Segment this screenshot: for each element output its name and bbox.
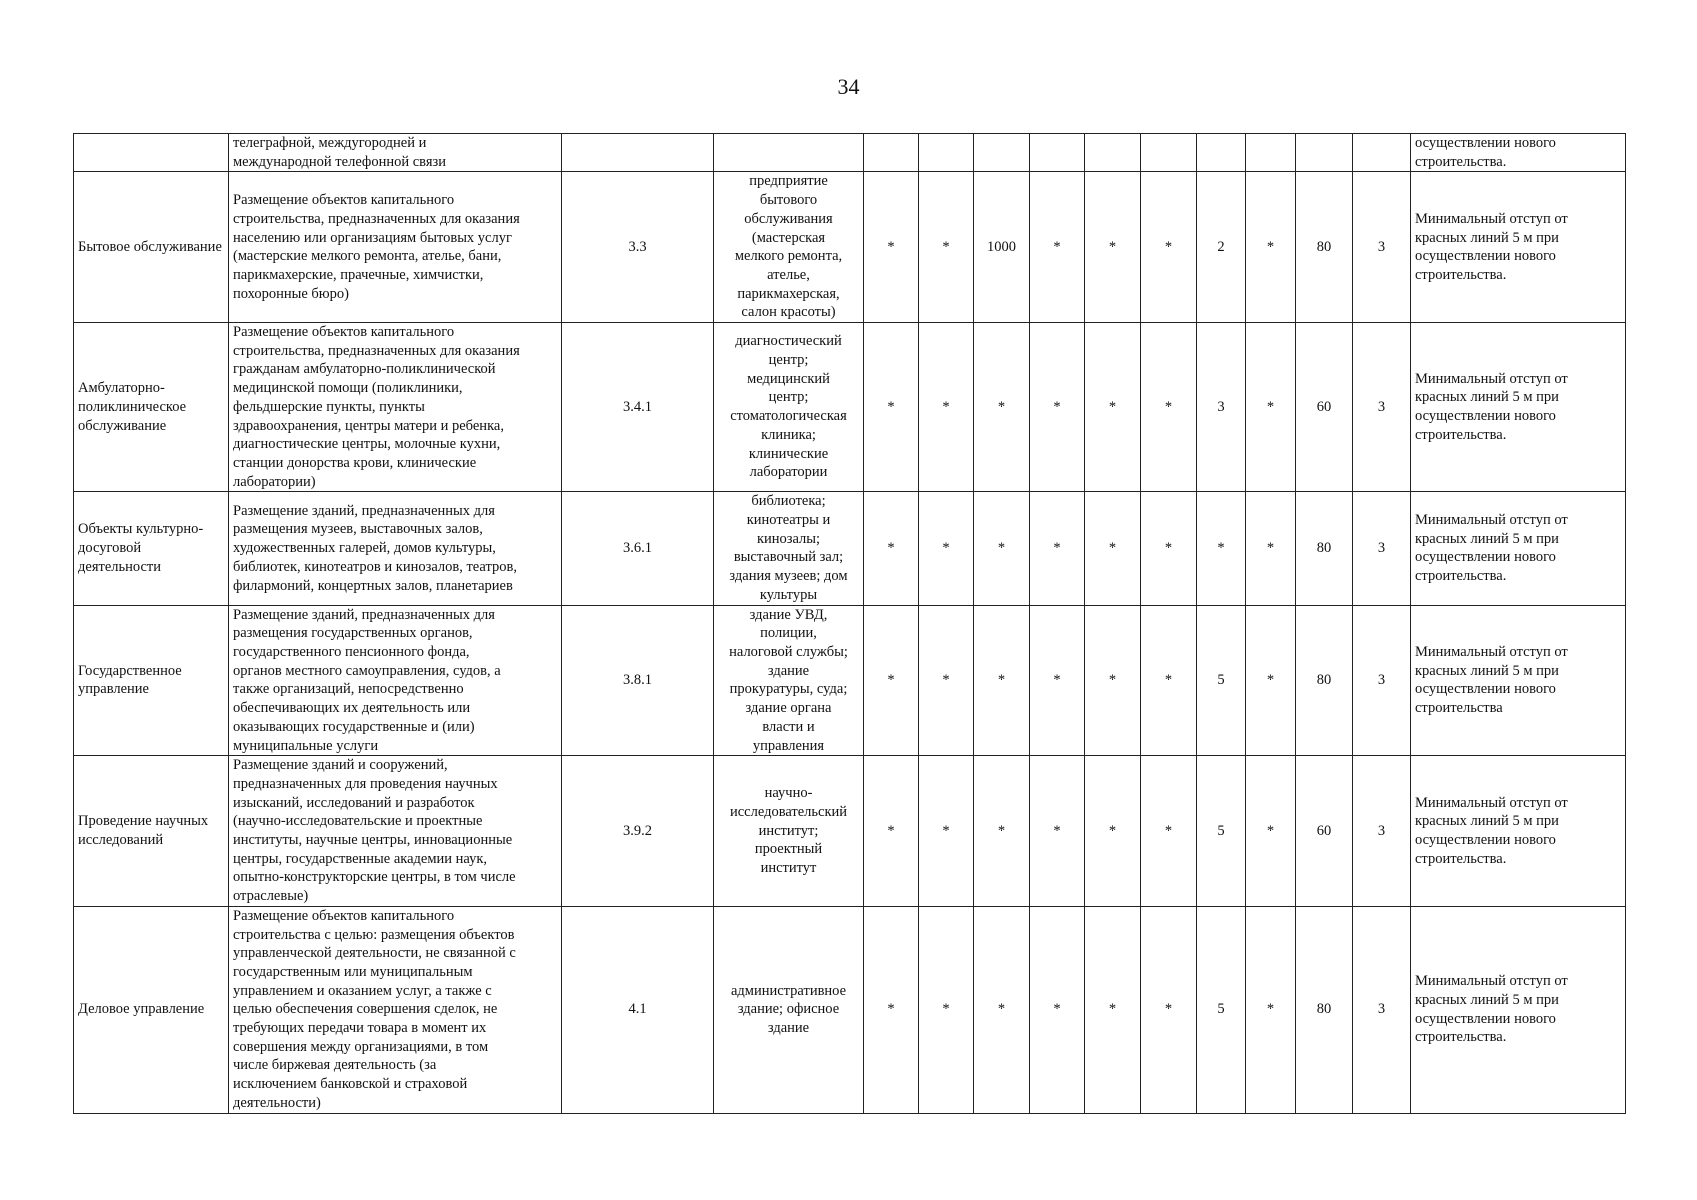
text-line: обеспечивающих их деятельность или bbox=[233, 700, 471, 717]
text-line: Размещение зданий, предназначенных для bbox=[233, 606, 495, 623]
parameter-cell bbox=[1085, 134, 1141, 172]
parameter-cell: * bbox=[1141, 906, 1197, 1113]
text-line: Размещение зданий, предназначенных для bbox=[233, 502, 495, 519]
parameter-cell: 80 bbox=[1296, 172, 1353, 323]
use-code-cell: 3.8.1 bbox=[562, 605, 714, 756]
parameter-cell: * bbox=[1030, 492, 1085, 605]
text-line: осуществлении нового bbox=[1415, 832, 1556, 849]
parameter-cell: * bbox=[864, 323, 919, 492]
text-line: Минимальный отступ от bbox=[1415, 512, 1568, 529]
use-description-cell bbox=[229, 134, 562, 172]
text-line: предназначенных для проведения научных bbox=[233, 775, 498, 792]
parameter-cell: 80 bbox=[1296, 605, 1353, 756]
table-row bbox=[74, 134, 1626, 172]
parameter-cell: * bbox=[974, 323, 1030, 492]
text-line: парикмахерские, прачечные, химчистки, bbox=[233, 266, 484, 283]
page-number: 34 bbox=[837, 74, 860, 99]
text-line: целью обеспечения совершения сделок, не bbox=[233, 1001, 498, 1018]
table-row bbox=[74, 323, 1626, 492]
parameter-cell: * bbox=[919, 906, 974, 1113]
parameter-cell: * bbox=[1246, 756, 1296, 907]
note-cell bbox=[1411, 492, 1626, 605]
text-line: красных линий 5 м при bbox=[1415, 813, 1559, 830]
objects-cell bbox=[714, 492, 864, 605]
text-line: строительства с целью: размещения объектов bbox=[233, 926, 515, 943]
land-use-table bbox=[73, 133, 1626, 1114]
text-line: государственным или муниципальным bbox=[233, 963, 473, 980]
parameter-cell: * bbox=[1085, 756, 1141, 907]
text-line: художественных галерей, домов культуры, bbox=[233, 540, 496, 557]
parameter-cell: * bbox=[864, 906, 919, 1113]
text-line: здание органа bbox=[745, 700, 832, 717]
text-line: здания музеев; дом bbox=[729, 568, 848, 585]
parameter-cell: * bbox=[919, 605, 974, 756]
note-cell bbox=[1411, 323, 1626, 492]
text-line: парикмахерская, bbox=[737, 285, 840, 302]
text-line: красных линий 5 м при bbox=[1415, 229, 1559, 246]
text-line: (мастерская bbox=[751, 229, 826, 246]
parameter-cell: * bbox=[1197, 492, 1246, 605]
use-description-cell bbox=[229, 323, 562, 492]
parameter-cell bbox=[1353, 134, 1411, 172]
note-cell bbox=[1411, 172, 1626, 323]
text-line: телеграфной, междугородней и bbox=[233, 135, 427, 151]
text-line: лаборатории bbox=[749, 464, 828, 481]
text-line: станции донорства крови, клинические bbox=[233, 454, 477, 471]
text-line: институт bbox=[760, 860, 817, 877]
text-line: строительства bbox=[1415, 700, 1503, 717]
note-cell bbox=[1411, 605, 1626, 756]
use-code-cell: 3.3 bbox=[562, 172, 714, 323]
parameter-cell: * bbox=[1141, 605, 1197, 756]
objects-cell bbox=[714, 906, 864, 1113]
text-line: медицинской помощи (поликлиники, bbox=[233, 380, 463, 397]
parameter-cell: 3 bbox=[1353, 756, 1411, 907]
text-line: требующих передачи товара в момент их bbox=[233, 1020, 487, 1037]
text-line: здание УВД, bbox=[749, 606, 828, 623]
use-name-cell: Бытовое обслуживание bbox=[74, 172, 229, 323]
parameter-cell: * bbox=[1246, 492, 1296, 605]
parameter-cell bbox=[1030, 134, 1085, 172]
text-line: изысканий, исследований и разработок bbox=[233, 794, 475, 811]
text-line: центр; bbox=[768, 352, 809, 369]
text-line: муниципальные услуги bbox=[233, 737, 379, 754]
parameter-cell: * bbox=[1141, 323, 1197, 492]
parameter-cell: * bbox=[1085, 906, 1141, 1113]
parameter-cell: * bbox=[974, 906, 1030, 1113]
use-description-cell bbox=[229, 906, 562, 1113]
text-line: клинические bbox=[748, 445, 829, 462]
table-row bbox=[74, 172, 1626, 323]
text-line: строительства. bbox=[1415, 1029, 1507, 1046]
text-line: управления bbox=[752, 737, 825, 754]
text-line: размещения музеев, выставочных залов, bbox=[233, 521, 483, 538]
parameter-cell: 3 bbox=[1353, 605, 1411, 756]
text-line: населению или организациям бытовых услуг bbox=[233, 229, 512, 246]
text-line: красных линий 5 м при bbox=[1415, 530, 1559, 547]
use-name-cell: Государственное управление bbox=[74, 605, 229, 756]
text-line: Размещение объектов капитального bbox=[233, 907, 455, 924]
objects-cell bbox=[714, 756, 864, 907]
text-line: международной телефонной связи bbox=[233, 153, 446, 170]
parameter-cell: 2 bbox=[1197, 172, 1246, 323]
parameter-cell: * bbox=[1085, 605, 1141, 756]
text-line: совершения между организациями, в том bbox=[233, 1038, 489, 1055]
text-line: проектный bbox=[754, 841, 823, 858]
parameter-cell: * bbox=[919, 756, 974, 907]
text-line: бытового bbox=[759, 192, 818, 209]
parameter-cell: * bbox=[974, 605, 1030, 756]
table-row bbox=[74, 906, 1626, 1113]
use-name-cell: Проведение научных исследований bbox=[74, 756, 229, 907]
text-line: лаборатории) bbox=[233, 473, 316, 490]
use-description-cell bbox=[229, 172, 562, 323]
text-line: фельдшерские пункты, пункты bbox=[233, 398, 425, 415]
use-description-cell bbox=[229, 756, 562, 907]
text-line: Минимальный отступ от bbox=[1415, 643, 1568, 660]
parameter-cell: * bbox=[864, 756, 919, 907]
parameter-cell: 1000 bbox=[974, 172, 1030, 323]
parameter-cell: * bbox=[919, 172, 974, 323]
parameter-cell: * bbox=[974, 756, 1030, 907]
parameter-cell: * bbox=[919, 323, 974, 492]
note-cell bbox=[1411, 134, 1626, 172]
parameter-cell: * bbox=[864, 605, 919, 756]
text-line: опытно-конструкторские центры, в том числе bbox=[233, 869, 516, 886]
text-line: полиции, bbox=[760, 625, 817, 642]
text-line: Размещение объектов капитального bbox=[233, 324, 455, 341]
text-line: осуществлении нового bbox=[1415, 681, 1556, 698]
use-description-cell bbox=[229, 492, 562, 605]
parameter-cell: 5 bbox=[1197, 906, 1246, 1113]
parameter-cell bbox=[1141, 134, 1197, 172]
text-line: Минимальный отступ от bbox=[1415, 973, 1568, 990]
objects-cell bbox=[714, 605, 864, 756]
text-line: институты, научные центры, инновационные bbox=[233, 832, 513, 849]
text-line: обслуживания bbox=[744, 210, 833, 227]
text-line: здание; офисное bbox=[737, 1001, 840, 1018]
use-code-cell bbox=[562, 134, 714, 172]
text-line: научно- bbox=[764, 785, 813, 802]
text-line: осуществлении нового bbox=[1415, 408, 1556, 425]
text-line: управленческой деятельности, не связанной с bbox=[233, 945, 516, 962]
parameter-cell: * bbox=[1030, 172, 1085, 323]
use-name-cell: Объекты культурно-досуговой деятельности bbox=[74, 492, 229, 605]
text-line: здание bbox=[767, 1020, 810, 1037]
parameter-cell: * bbox=[864, 172, 919, 323]
parameter-cell: 60 bbox=[1296, 323, 1353, 492]
text-line: органов местного самоуправления, судов, а bbox=[233, 662, 501, 679]
text-line: отраслевые) bbox=[233, 888, 309, 905]
text-line: мелкого ремонта, bbox=[734, 248, 843, 265]
use-description-cell bbox=[229, 605, 562, 756]
parameter-cell: * bbox=[1085, 323, 1141, 492]
parameter-cell bbox=[919, 134, 974, 172]
parameter-cell: * bbox=[1246, 172, 1296, 323]
parameter-cell: * bbox=[1141, 756, 1197, 907]
parameter-cell bbox=[864, 134, 919, 172]
parameter-cell: * bbox=[1030, 605, 1085, 756]
text-line: Минимальный отступ от bbox=[1415, 210, 1568, 227]
use-name-cell: Деловое управление bbox=[74, 906, 229, 1113]
parameter-cell: * bbox=[1030, 756, 1085, 907]
objects-cell bbox=[714, 134, 864, 172]
text-line: гражданам амбулаторно-поликлинической bbox=[233, 361, 496, 378]
table-row bbox=[74, 756, 1626, 907]
parameter-cell: 3 bbox=[1197, 323, 1246, 492]
text-line: предприятие bbox=[749, 173, 828, 190]
parameter-cell: * bbox=[1246, 323, 1296, 492]
text-line: строительства. bbox=[1415, 568, 1507, 585]
text-line: строительства. bbox=[1415, 850, 1507, 867]
text-line: библиотек, кинотеатров и кинозалов, театров, bbox=[233, 558, 517, 575]
text-line: Минимальный отступ от bbox=[1415, 794, 1568, 811]
use-name-cell bbox=[74, 134, 229, 172]
text-line: ателье, bbox=[767, 266, 810, 283]
text-line: клиника; bbox=[761, 426, 816, 443]
parameter-cell: * bbox=[1085, 172, 1141, 323]
parameter-cell: 80 bbox=[1296, 906, 1353, 1113]
note-cell bbox=[1411, 756, 1626, 907]
text-line: административное bbox=[730, 982, 847, 999]
text-line: красных линий 5 м при bbox=[1415, 662, 1559, 679]
parameter-cell: 3 bbox=[1353, 172, 1411, 323]
text-line: здание bbox=[767, 662, 810, 679]
parameter-cell bbox=[974, 134, 1030, 172]
text-line: Размещение объектов капитального bbox=[233, 192, 455, 209]
objects-cell bbox=[714, 172, 864, 323]
parameter-cell bbox=[1246, 134, 1296, 172]
text-line: похоронные бюро) bbox=[233, 285, 349, 302]
text-line: оказывающих государственные и (или) bbox=[233, 718, 475, 735]
parameter-cell: * bbox=[1030, 906, 1085, 1113]
text-line: налоговой службы; bbox=[729, 643, 848, 660]
text-line: (научно-исследовательские и проектные bbox=[233, 813, 483, 830]
parameter-cell: * bbox=[1141, 172, 1197, 323]
parameter-cell: * bbox=[974, 492, 1030, 605]
text-line: центры, государственные академии наук, bbox=[233, 850, 488, 867]
text-line: прокуратуры, суда; bbox=[729, 681, 848, 698]
parameter-cell: * bbox=[1246, 605, 1296, 756]
text-line: библиотека; bbox=[751, 493, 826, 510]
text-line: размещения государственных органов, bbox=[233, 625, 473, 642]
text-line: осуществлении нового bbox=[1415, 1010, 1556, 1027]
parameter-cell: 5 bbox=[1197, 756, 1246, 907]
text-line: государственного пенсионного фонда, bbox=[233, 643, 470, 660]
text-line: исследовательский bbox=[729, 803, 848, 820]
table-row bbox=[74, 605, 1626, 756]
text-line: (мастерские мелкого ремонта, ателье, бани, bbox=[233, 248, 502, 265]
text-line: медицинский bbox=[747, 370, 830, 387]
text-line: власти и bbox=[762, 718, 815, 735]
text-line: здравоохранения, центры матери и ребенка, bbox=[233, 417, 504, 434]
objects-cell bbox=[714, 323, 864, 492]
table-row bbox=[74, 492, 1626, 605]
text-line: числе биржевая деятельность (за bbox=[233, 1057, 437, 1074]
parameter-cell bbox=[1296, 134, 1353, 172]
text-line: красных линий 5 м при bbox=[1415, 389, 1559, 406]
use-code-cell: 3.9.2 bbox=[562, 756, 714, 907]
text-line: строительства. bbox=[1415, 153, 1507, 170]
parameter-cell: 80 bbox=[1296, 492, 1353, 605]
text-line: также организаций, непосредственно bbox=[233, 681, 464, 698]
text-line: осуществлении нового bbox=[1415, 135, 1556, 151]
text-line: красных линий 5 м при bbox=[1415, 991, 1559, 1008]
parameter-cell: 60 bbox=[1296, 756, 1353, 907]
parameter-cell bbox=[1197, 134, 1246, 172]
text-line: культуры bbox=[759, 586, 818, 603]
use-name-cell: Амбулаторно-поликлиническое обслуживание bbox=[74, 323, 229, 492]
text-line: диагностический bbox=[735, 333, 842, 350]
parameter-cell: * bbox=[1085, 492, 1141, 605]
text-line: выставочный зал; bbox=[733, 549, 844, 566]
text-line: строительства, предназначенных для оказания bbox=[233, 210, 520, 227]
parameter-cell: * bbox=[1246, 906, 1296, 1113]
parameter-cell: * bbox=[1141, 492, 1197, 605]
text-line: Минимальный отступ от bbox=[1415, 370, 1568, 387]
text-line: центр; bbox=[768, 389, 809, 406]
text-line: исключением банковской и страховой bbox=[233, 1076, 468, 1093]
parameter-cell: 5 bbox=[1197, 605, 1246, 756]
parameter-cell: 3 bbox=[1353, 906, 1411, 1113]
text-line: филармоний, концертных залов, планетариев bbox=[233, 577, 513, 594]
text-line: кинозалы; bbox=[756, 530, 821, 547]
parameter-cell: 3 bbox=[1353, 492, 1411, 605]
text-line: осуществлении нового bbox=[1415, 549, 1556, 566]
text-line: институт; bbox=[758, 822, 819, 839]
note-cell bbox=[1411, 906, 1626, 1113]
text-line: салон красоты) bbox=[741, 304, 836, 321]
text-line: стоматологическая bbox=[730, 408, 847, 425]
text-line: осуществлении нового bbox=[1415, 248, 1556, 265]
parameter-cell: * bbox=[919, 492, 974, 605]
parameter-cell: * bbox=[864, 492, 919, 605]
text-line: управлением и оказанием услуг, а также с bbox=[233, 982, 492, 999]
text-line: строительства, предназначенных для оказания bbox=[233, 342, 520, 359]
text-line: строительства. bbox=[1415, 266, 1507, 283]
text-line: Размещение зданий и сооружений, bbox=[233, 757, 448, 774]
use-code-cell: 4.1 bbox=[562, 906, 714, 1113]
table-body bbox=[74, 134, 1626, 1114]
text-line: деятельности) bbox=[233, 1094, 321, 1111]
use-code-cell: 3.6.1 bbox=[562, 492, 714, 605]
use-code-cell: 3.4.1 bbox=[562, 323, 714, 492]
parameter-cell: * bbox=[1030, 323, 1085, 492]
parameter-cell: 3 bbox=[1353, 323, 1411, 492]
text-line: диагностические центры, молочные кухни, bbox=[233, 436, 501, 453]
text-line: строительства. bbox=[1415, 426, 1507, 443]
text-line: кинотеатры и bbox=[746, 512, 831, 529]
